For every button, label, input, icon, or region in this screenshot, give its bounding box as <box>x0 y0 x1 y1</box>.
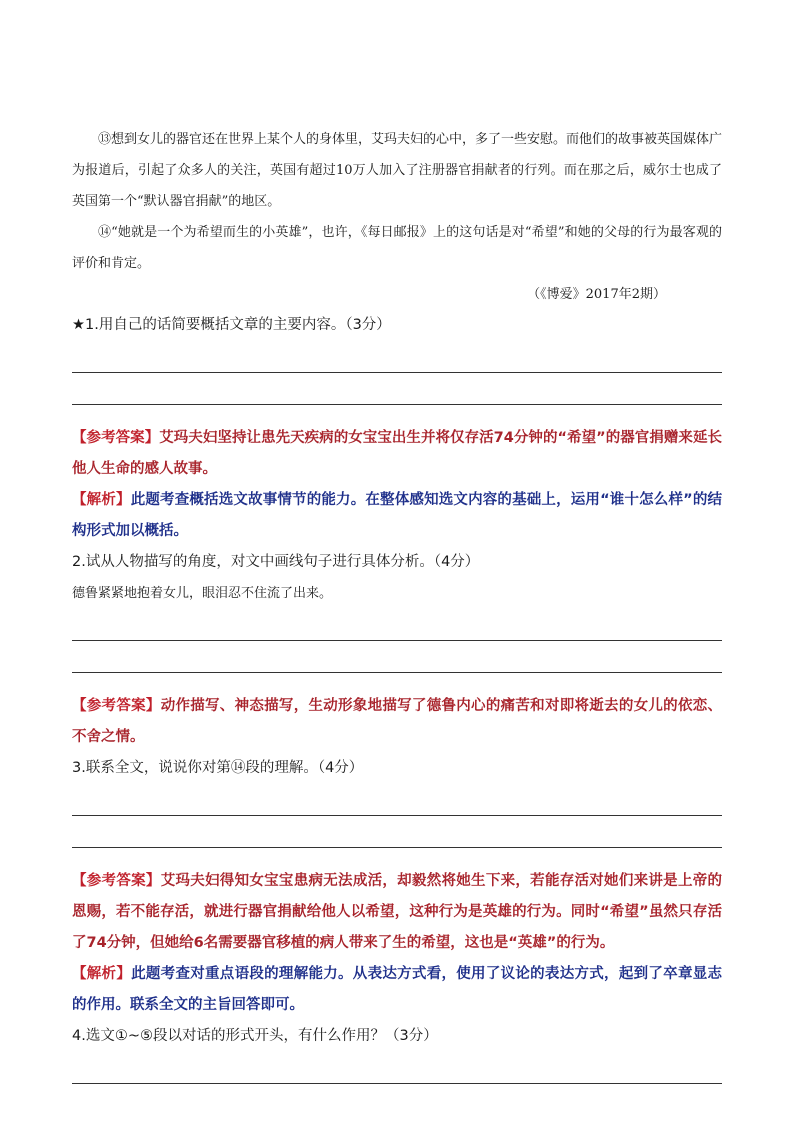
reference-answer-text: 动作描写、神态描写，生动形象地描写了德鲁内心的痛苦和对即将逝去的女儿的依恋、不舍之情。 <box>72 698 723 745</box>
passage-source: （《博爱》2017年2期） <box>527 287 666 302</box>
reference-answer-tag: 【参考答案】 <box>72 873 161 889</box>
underlined-quote: 德鲁紧紧地抱着女儿，眼泪忍不住流了出来。 <box>72 586 333 601</box>
reference-answer-tag: 【参考答案】 <box>72 698 161 714</box>
analysis-text: 此题考查对重点语段的理解能力。从表达方式看，使用了议论的表达方式，起到了卒章显志的作用。联系全文的主旨回答即可。 <box>72 966 723 1013</box>
answer-line[interactable] <box>72 1052 722 1084</box>
analysis-tag: 【解析】 <box>72 966 132 982</box>
reference-answer-tag: 【参考答案】 <box>72 430 160 446</box>
analysis-1 <box>72 485 722 547</box>
analysis-3 <box>72 959 722 1021</box>
question-4: 4.选文①~⑤段以对话的形式开头，有什么作用？（3分） <box>72 1028 438 1044</box>
analysis-tag: 【解析】 <box>72 492 131 508</box>
answer-line[interactable] <box>72 816 722 848</box>
reference-answer-text: 艾玛夫妇坚持让患先天疾病的女宝宝出生并将仅存活74分钟的“希望”的器官捐赠来延长他人生命的感人故事。 <box>72 430 722 477</box>
reference-answer-text: 艾玛夫妇得知女宝宝患病无法成活，却毅然将她生下来，若能存活对她们来讲是上帝的恩赐，若不能存活，就进行器官捐献给他人以希望，这种行为是英雄的行为。同时“希望”虽然只存活了74分钟，但她给6名需要器官移植的病人带来了生的希望，这也是“英雄”的行为。 <box>72 873 723 951</box>
document-page <box>72 124 722 1084</box>
analysis-text: 此题考查概括选文故事情节的能力。在整体感知选文内容的基础上，运用“谁十怎么样”的结构形式加以概括。 <box>72 492 723 539</box>
reference-answer-3 <box>72 866 722 959</box>
answer-line[interactable] <box>72 609 722 641</box>
question-1: ★1.用自己的话简要概括文章的主要内容。（3分） <box>72 317 391 333</box>
answer-line[interactable] <box>72 373 722 405</box>
question-2: 2.试从人物描写的角度，对文中画线句子进行具体分析。（4分） <box>72 554 480 570</box>
answer-line[interactable] <box>72 641 722 673</box>
reference-answer-1 <box>72 423 722 485</box>
passage-paragraph-14: ⑭“她就是一个为希望而生的小英雄”，也许，《每日邮报》上的这句话是对“希望”和她的父母的行为最客观的评价和肯定。 <box>72 225 722 271</box>
question-3: 3.联系全文，说说你对第⑭段的理解。（4分） <box>72 760 364 776</box>
passage-paragraph-13: ⑬想到女儿的器官还在世界上某个人的身体里，艾玛夫妇的心中，多了一些安慰。而他们的故事被英国媒体广为报道后，引起了众多人的关注，英国有超过10万人加入了注册器官捐献者的行列。而在那之后，威尔士也成了英国第一个“默认器官捐献”的地区。 <box>72 132 723 209</box>
answer-line[interactable] <box>72 784 722 816</box>
reference-answer-2 <box>72 691 722 753</box>
answer-line[interactable] <box>72 341 722 373</box>
